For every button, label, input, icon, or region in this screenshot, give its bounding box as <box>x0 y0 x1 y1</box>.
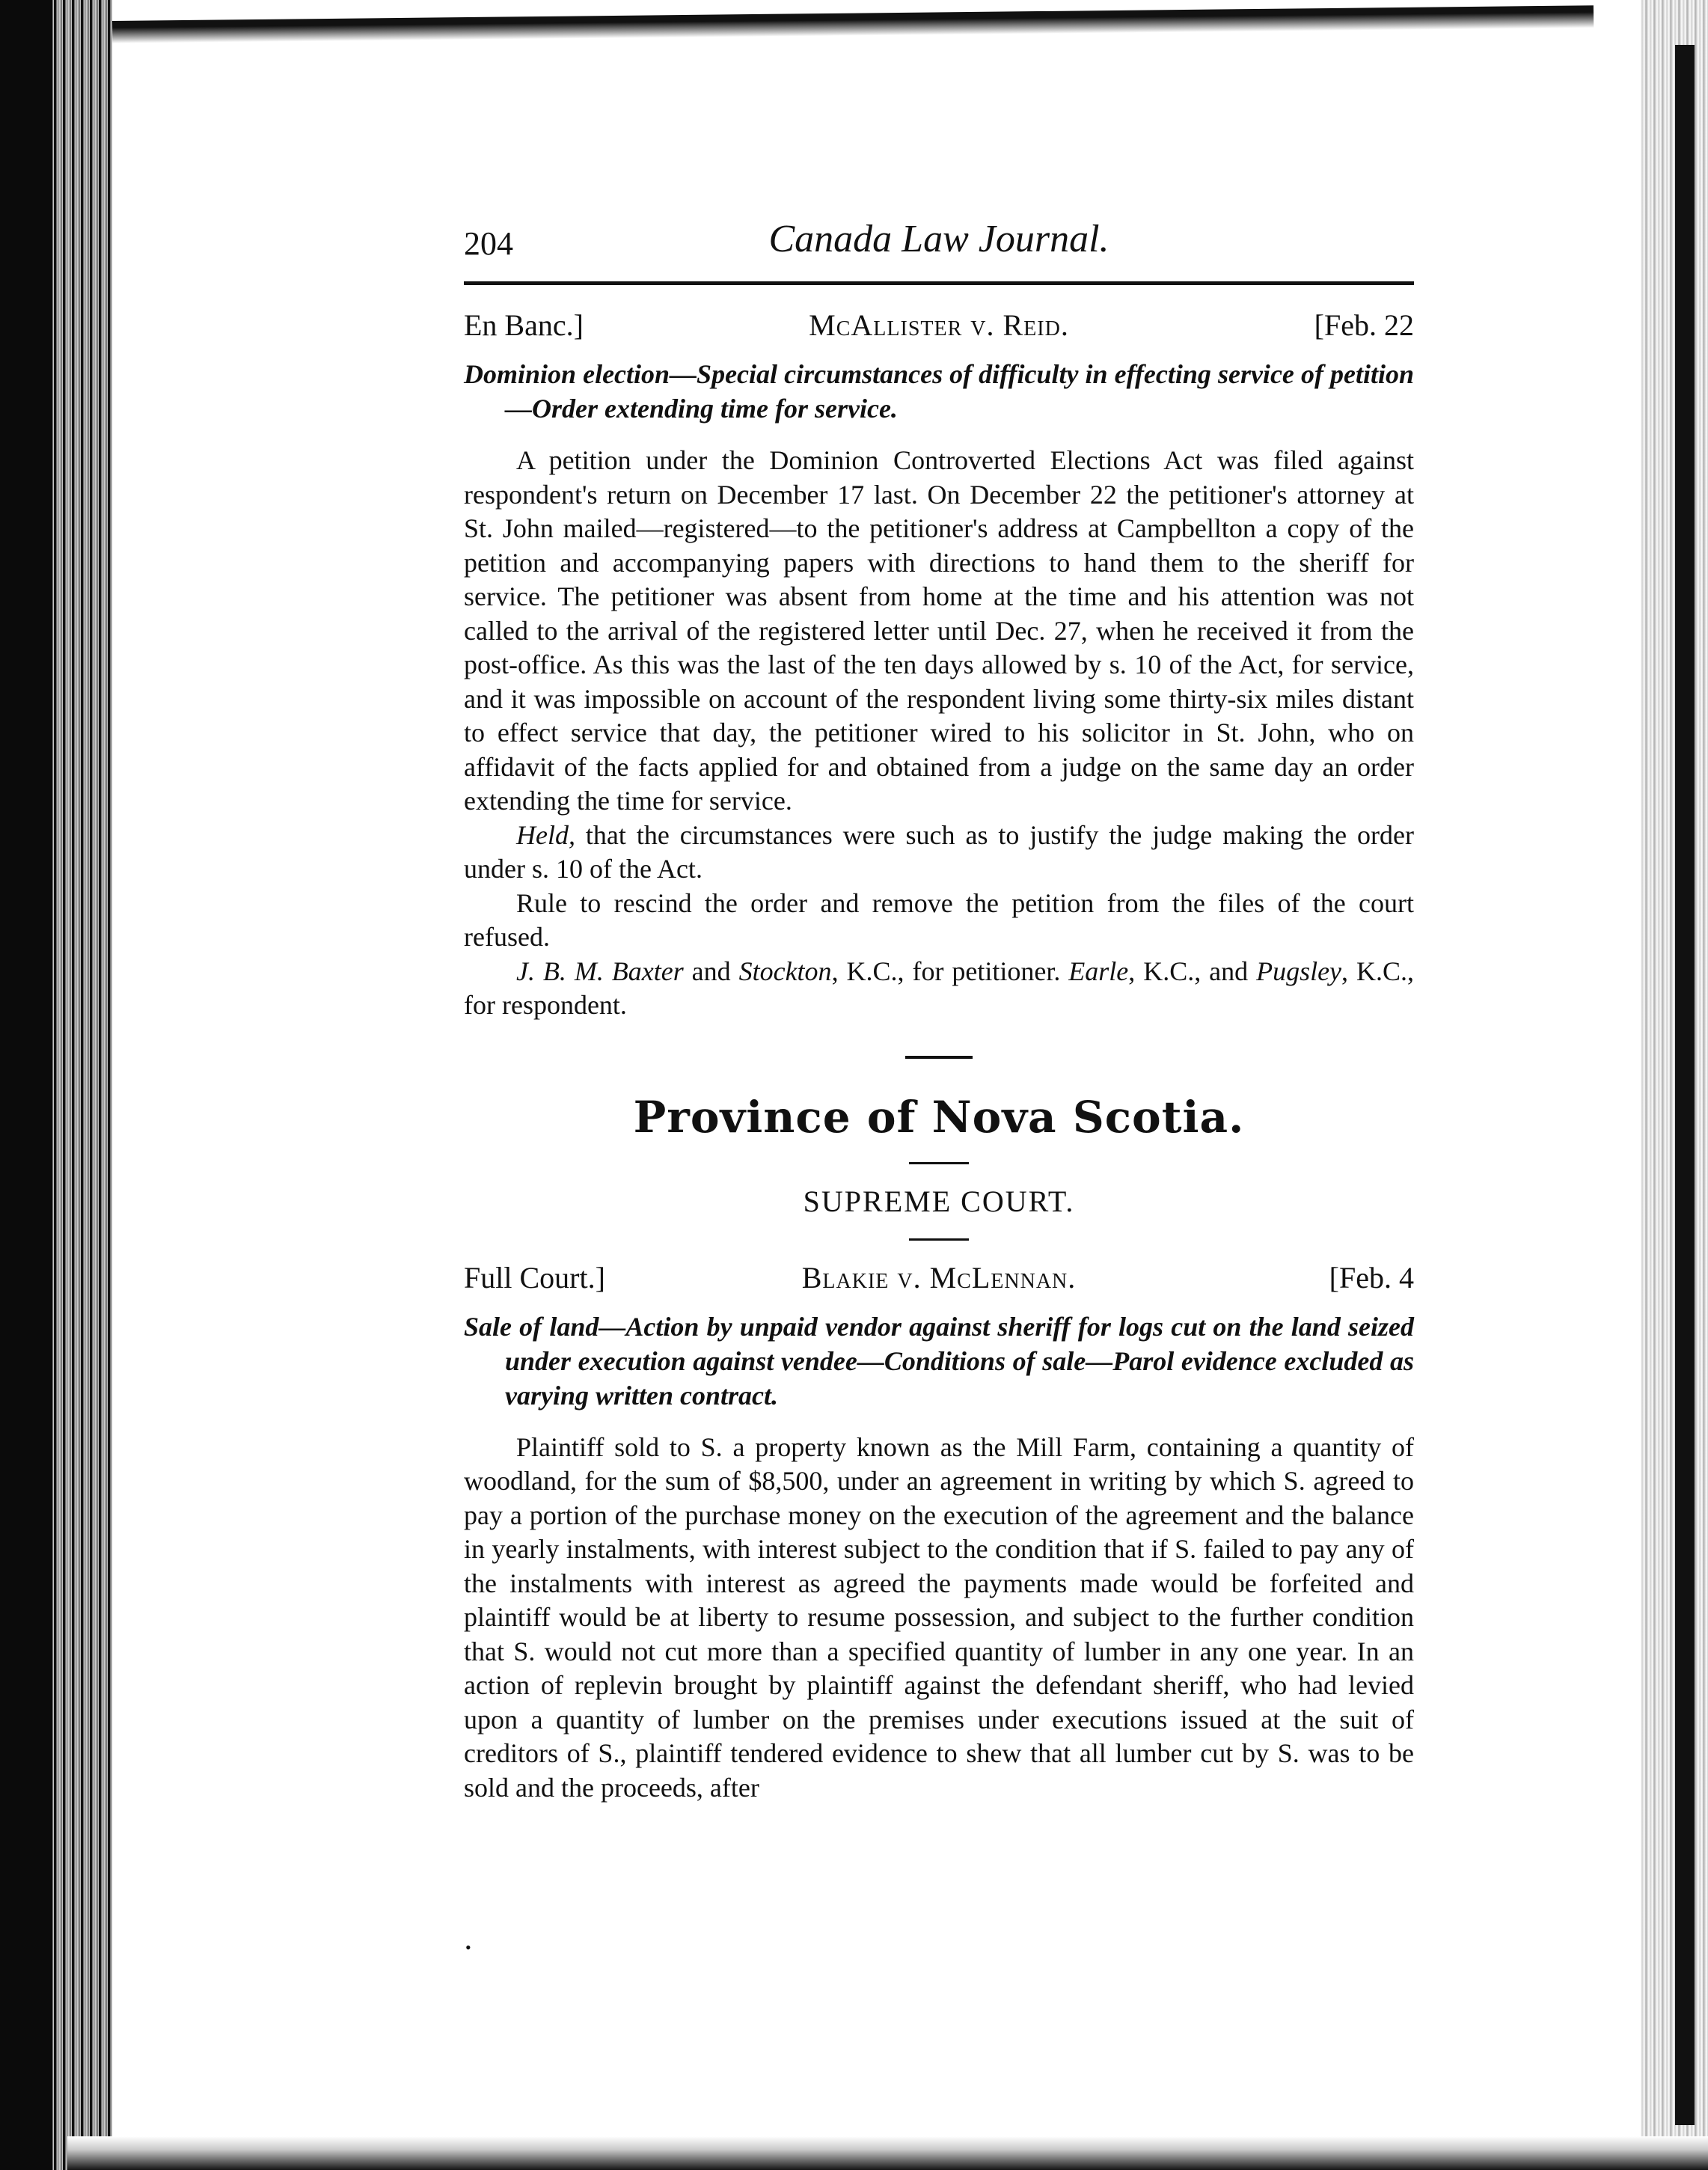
scan-speck: • <box>465 1938 471 1957</box>
case-heading <box>464 1260 1414 1305</box>
case-court: En Banc.] <box>464 308 584 342</box>
scan-right-edge <box>1641 0 1708 2170</box>
section-divider <box>905 1056 973 1059</box>
running-head <box>464 217 1414 277</box>
case-name: Blakie v. McLennan. <box>801 1260 1077 1295</box>
section-divider <box>909 1238 969 1241</box>
counsel-text: , K.C., for petitioner. <box>831 956 1069 986</box>
counsel-name: Earle <box>1068 956 1129 986</box>
case-paragraph: Plaintiff sold to S. a property known as the Mill Farm, containing a quantity of woodland, for the sum of $8,500, under an agreement in writing by which S. agreed to pay a portion of the purchase money on the execution of the agreement and the balance in yearly instalments, with interest subject to the condition that if S. failed to pay any of the instalments with interest as agreed the payments made would be forfeited and plaintiff would be at liberty to resume possession, and subject to the further condition that S. would not cut more than a specified quantity of lumber in any one year. In an action of replevin brought by plaintiff against the defendant sheriff, who had levied upon a quantity of lumber on the premises under executions issued at the suit of creditors of S., plaintiff tendered evidence to shew that all lumber cut by S. was to be sold and the proceeds, after <box>464 1431 1414 1803</box>
scan-right-bar <box>1675 45 1695 2125</box>
section-divider <box>909 1162 969 1164</box>
counsel-text: and <box>683 956 739 986</box>
counsel-name: Pugsley <box>1256 956 1342 986</box>
counsel-text: , K.C., and <box>1128 956 1257 986</box>
held-text: that the circumstances were such as to justify the judge making the order under s. 10 of the Act. <box>464 819 1414 884</box>
province-heading: Province of Nova Scotia. <box>633 1091 1245 1143</box>
journal-title: Canada Law Journal. <box>768 218 1109 260</box>
case-headnote: Dominion election—Special circumstances of difficulty in effecting service of petition—Order extending time for service. <box>464 359 1414 424</box>
page-number: 204 <box>464 225 513 262</box>
case-court: Full Court.] <box>464 1260 605 1295</box>
case-paragraph: A petition under the Dominion Controverted Elections Act was filed against respondent's return on December 17 last. On December 22 the petitioner's attorney at St. John mailed—registered—to the petitioner's address at Campbellton a copy of the petition and accompanying papers with directions to hand them to the sheriff for service. The petitioner was absent from home at the time and his attention was not called to the arrival of the registered letter until Dec. 27, when he received it from the post-office. As this was the last of the ten days allowed by s. 10 of the Act, for service, and it was impossible on account of the respondent living some thirty-six miles distant to effect service that day, the petitioner wired to his solicitor in St. John, who on affidavit of the facts applied for and obtained from a judge on the same day an order extending the time for service. <box>464 445 1414 816</box>
scan-dark-margin <box>0 0 52 2170</box>
journal-page <box>464 217 1414 1805</box>
case-heading <box>464 308 1414 352</box>
case-date: [Feb. 4 <box>1329 1260 1414 1295</box>
counsel-text: , K.C., for respondent. <box>464 956 1414 1020</box>
scan-bottom-edge <box>67 2136 1708 2170</box>
held-label: Held, <box>516 819 575 850</box>
scan-top-edge <box>112 5 1594 43</box>
counsel-name: Stockton <box>738 956 832 986</box>
held-paragraph <box>464 819 1414 887</box>
rule-paragraph: Rule to rescind the order and remove the petition from the files of the court refused. <box>464 887 1414 952</box>
counsel-name: J. B. M. Baxter <box>516 956 684 986</box>
court-heading: SUPREME COURT. <box>803 1184 1075 1218</box>
case-date: [Feb. 22 <box>1314 308 1414 342</box>
case-headnote: Sale of land—Action by unpaid vendor against sheriff for logs cut on the land seized under execution against vendee—Conditions of sale—Parol evidence excluded as varying written contract. <box>464 1311 1414 1410</box>
counsel-paragraph <box>464 955 1414 1023</box>
header-rule <box>464 281 1414 285</box>
case-name: McAllister v. Reid. <box>809 308 1069 342</box>
